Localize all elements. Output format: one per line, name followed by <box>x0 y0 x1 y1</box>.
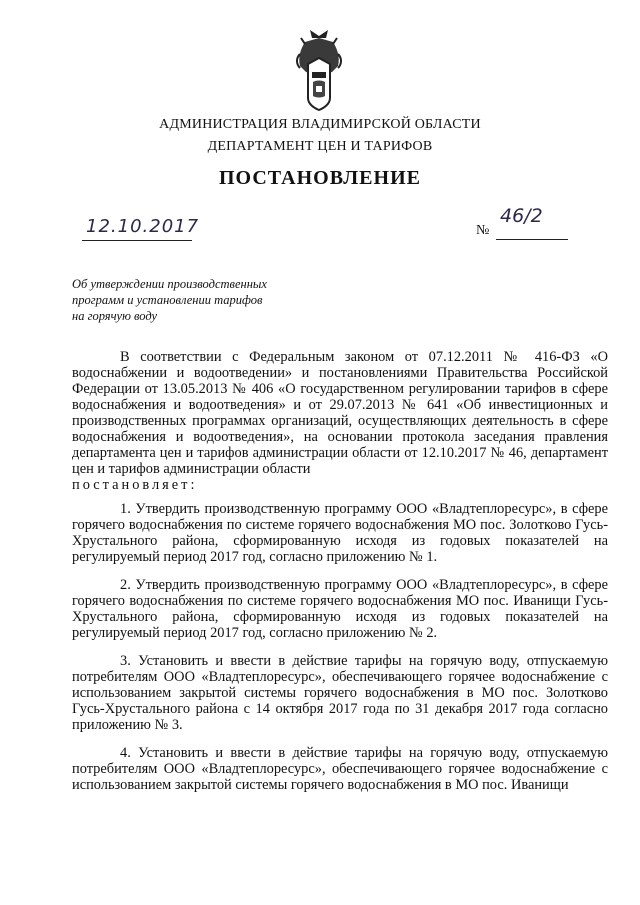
subject-line: на горячую воду <box>72 309 158 323</box>
department-name: ДЕПАРТАМЕНТ ЦЕН И ТАРИФОВ <box>207 139 433 154</box>
handwritten-number: 46/2 <box>500 205 543 227</box>
resolves-word: постановляет: <box>72 477 198 493</box>
document-subject <box>72 276 302 324</box>
document-date <box>86 216 226 242</box>
handwritten-date: 12.10.2017 <box>86 216 200 237</box>
number-underline <box>496 239 568 240</box>
document-body <box>72 349 608 805</box>
date-underline <box>82 240 192 241</box>
clause-3: 3. Установить и ввести в действие тарифы на горячую воду, отпускаемую потребителям ООО «Владтеплоресурс», обеспечивающего горячее водоснабжение с использованием закрытой системы горячего водоснабжения в МО пос. Золотково Гусь-Хрустального района с 14 октября 2017 года по 31 декабря 2017 года согласно приложению № 3. <box>72 653 608 733</box>
number-sign: № <box>476 223 490 238</box>
subject-line: программ и установлении тарифов <box>72 293 263 307</box>
document-number <box>466 205 576 241</box>
clause-1: 1. Утвердить производственную программу ООО «Владтеплоресурс», в сфере горячего водоснабжения по системе горячего водоснабжения МО пос. Золотково Гусь-Хрустального района, сформированную исходя из годовых показателей на регулируемый период 2017 год, согласно приложению № 1. <box>72 501 608 565</box>
clause-4: 4. Установить и ввести в действие тарифы на горячую воду, отпускаемую потребителям ООО «Владтеплоресурс», обеспечивающего горячее водоснабжение с использованием закрытой системы горячего водоснабжения в МО пос. Иванищи <box>72 745 608 793</box>
subject-line: Об утверждении производственных <box>72 277 267 291</box>
intro-paragraph: В соответствии с Федеральным законом от 07.12.2011 № 416-ФЗ «О водоснабжении и водоотведении» и постановлениями Правительства Российской Федерации от 13.05.2013 № 406 «О государственном регулировании тарифов в сфере водоснабжения и водоотведения» и от 29.07.2013 № 641 «Об инвестиционных и производственных программах организаций, осуществляющих деятельность в сфере водоснабжения и водоотведения», на основании протокола заседания правления департамента цен и тарифов администрации области от 12.10.2017 № 46, департамент цен и тарифов администрации области <box>72 349 608 477</box>
document-type-title: ПОСТАНОВЛЕНИЕ <box>219 167 421 189</box>
coat-of-arms-icon <box>296 28 342 114</box>
organization-name: АДМИНИСТРАЦИЯ ВЛАДИМИРСКОЙ ОБЛАСТИ <box>159 117 481 132</box>
clause-2: 2. Утвердить производственную программу ООО «Владтеплоресурс», в сфере горячего водоснабжения по системе горячего водоснабжения МО пос. Иванищи Гусь-Хрустального района, сформированную исходя из годовых показателей на регулируемый период 2017 год, согласно приложению № 2. <box>72 577 608 641</box>
